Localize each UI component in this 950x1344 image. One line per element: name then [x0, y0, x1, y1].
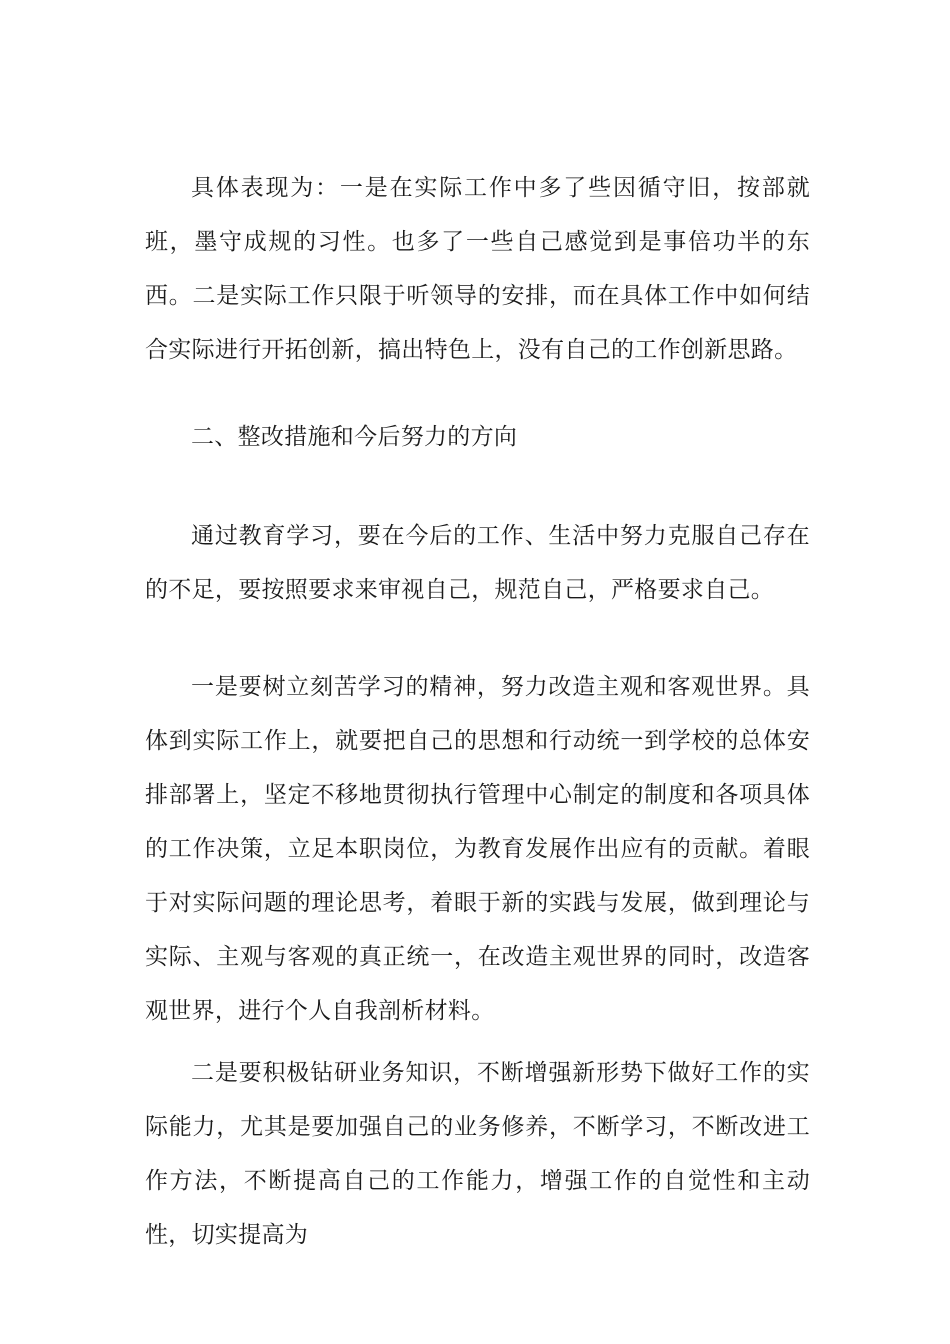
paragraph-performance: 具体表现为：一是在实际工作中多了些因循守旧，按部就班，墨守成规的习性。也多了一些自己感觉到是事倍功半的东西。二是实际工作只限于听领导的安排，而在具体工作中如何结合实际进行开拓创新，搞出特色上，没有自己的工作创新思路。	[145, 175, 810, 363]
paragraph-education-study: 通过教育学习，要在今后的工作、生活中努力克服自己存在的不足，要按照要求来审视自己，规范自己，严格要求自己。	[145, 523, 810, 603]
paragraph-point-two: 二是要积极钻研业务知识，不断增强新形势下做好工作的实际能力，尤其是要加强自己的业务修养，不断学习，不断改进工作方法，不断提高自己的工作能力，增强工作的自觉性和主动性，切实提高为	[145, 1060, 810, 1248]
paragraph-point-one: 一是要树立刻苦学习的精神，努力改造主观和客观世界。具体到实际工作上，就要把自己的思想和行动统一到学校的总体安排部署上，坚定不移地贯彻执行管理中心制定的制度和各项具体的工作决策，立足本职岗位，为教育发展作出应有的贡献。着眼于对实际问题的理论思考，着眼于新的实践与发展，做到理论与实际、主观与客观的真正统一，在改造主观世界的同时，改造客观世界，进行个人自我剖析材料。	[145, 674, 810, 1024]
section-heading-rectification: 二、整改措施和今后努力的方向	[191, 424, 518, 450]
